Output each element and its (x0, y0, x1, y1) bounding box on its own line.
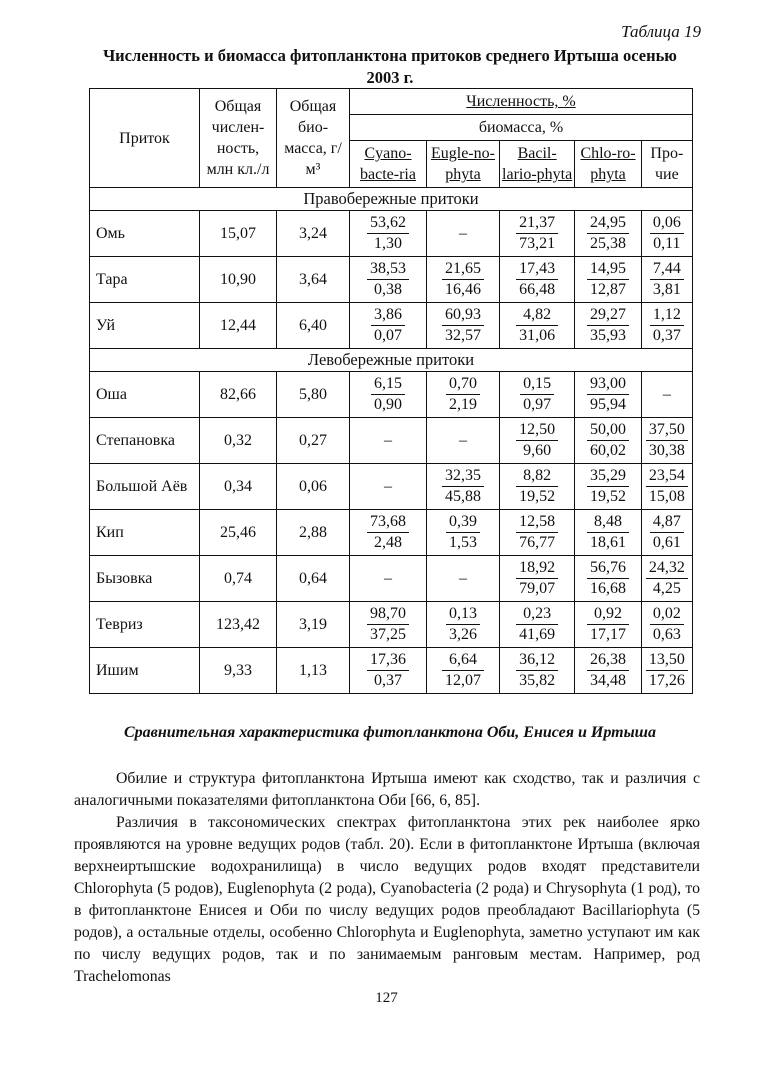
abundance-percent: 13,50 (646, 650, 688, 671)
eugleno-cell: – (427, 556, 500, 602)
section-row-left-bank: Левобережные притоки (90, 349, 693, 372)
chloro-cell (575, 510, 641, 556)
abundance-percent: 21,37 (516, 213, 558, 234)
biomass-percent: 0,38 (374, 281, 402, 298)
other-cell (641, 303, 692, 349)
biomass-percent: 73,21 (519, 235, 556, 252)
bacillario-cell (499, 556, 574, 602)
cyano-cell (350, 211, 427, 257)
header-chloro: Chlo-ro-phyta (575, 141, 641, 188)
other-cell (641, 211, 692, 257)
abundance-percent: 4,87 (650, 512, 684, 533)
biomass-percent: 31,06 (519, 327, 556, 344)
cyano-cell: – (350, 556, 427, 602)
header-group-title: Численность, % (350, 89, 693, 115)
biomass-percent: 18,61 (589, 534, 626, 551)
biomass-cell: 2,88 (277, 510, 350, 556)
biomass-percent: 1,53 (448, 534, 477, 551)
biomass-percent: 45,88 (444, 488, 481, 505)
abundance-cell: 15,07 (200, 211, 277, 257)
biomass-percent: 0,63 (652, 626, 681, 643)
abundance-cell: 25,46 (200, 510, 277, 556)
page-number: 127 (375, 990, 398, 1006)
abundance-percent: 0,39 (446, 512, 480, 533)
abundance-percent: 29,27 (587, 305, 629, 326)
abundance-percent: 0,06 (650, 213, 684, 234)
bacillario-cell (499, 211, 574, 257)
biomass-percent: 16,68 (589, 580, 626, 597)
biomass-cell: 0,06 (277, 464, 350, 510)
abundance-cell: 82,66 (200, 372, 277, 418)
eugleno-cell (427, 257, 500, 303)
abundance-percent: 6,15 (371, 374, 405, 395)
header-bacillario: Bacil-lario-phyta (499, 141, 574, 188)
table-row (90, 464, 693, 510)
abundance-percent: 26,38 (587, 650, 629, 671)
biomass-percent: 25,38 (589, 235, 626, 252)
biomass-cell: 5,80 (277, 372, 350, 418)
cyano-cell (350, 303, 427, 349)
header-cyano: Cyano-bacte-ria (350, 141, 427, 188)
chloro-cell (575, 556, 641, 602)
biomass-percent: 16,46 (444, 281, 481, 298)
bacillario-cell (499, 418, 574, 464)
cyano-cell (350, 648, 427, 694)
biomass-percent: 66,48 (519, 281, 556, 298)
abundance-percent: 0,15 (520, 374, 554, 395)
abundance-percent: 37,50 (646, 420, 688, 441)
abundance-percent: 53,62 (367, 213, 409, 234)
bacillario-cell (499, 372, 574, 418)
river-name: Большой Аёв (90, 464, 200, 510)
paragraph: Обилие и структура фитопланктона Иртыша имеют как сходство, так и различия с аналогичными показателями фитопланктона Оби [66, 6, 85]. (74, 770, 700, 809)
biomass-percent: 35,82 (519, 672, 556, 689)
biomass-cell: 3,19 (277, 602, 350, 648)
biomass-percent: 0,37 (652, 327, 681, 344)
cyano-cell (350, 372, 427, 418)
eugleno-cell (427, 303, 500, 349)
biomass-percent: 60,02 (589, 442, 626, 459)
abundance-cell: 9,33 (200, 648, 277, 694)
abundance-cell: 123,42 (200, 602, 277, 648)
cyano-cell (350, 510, 427, 556)
table-row (90, 556, 693, 602)
chloro-cell (575, 257, 641, 303)
other-cell (641, 510, 692, 556)
table-row (90, 510, 693, 556)
abundance-percent: 7,44 (650, 259, 684, 280)
biomass-percent: 35,93 (589, 327, 626, 344)
abundance-percent: 98,70 (367, 604, 409, 625)
biomass-percent: 12,87 (589, 281, 626, 298)
biomass-cell: 0,27 (277, 418, 350, 464)
header-river: Приток (90, 89, 200, 188)
header-abundance: Общая числен-ность, млн кл./л (200, 89, 277, 188)
biomass-percent: 15,08 (648, 488, 685, 505)
biomass-cell: 3,64 (277, 257, 350, 303)
other-cell (641, 648, 692, 694)
abundance-percent: 38,53 (367, 259, 409, 280)
abundance-percent: 50,00 (587, 420, 629, 441)
table-row (90, 211, 693, 257)
abundance-percent: 14,95 (587, 259, 629, 280)
biomass-percent: 34,48 (589, 672, 626, 689)
eugleno-cell (427, 372, 500, 418)
abundance-percent: 17,43 (516, 259, 558, 280)
other-cell: – (641, 372, 692, 418)
biomass-percent: 3,81 (652, 281, 681, 298)
biomass-percent: 0,61 (652, 534, 681, 551)
abundance-percent: 21,65 (442, 259, 484, 280)
body-text (74, 768, 700, 988)
river-name: Бызовка (90, 556, 200, 602)
abundance-percent: 8,82 (516, 466, 558, 487)
biomass-percent: 17,26 (648, 672, 685, 689)
header-group-subtitle: биомасса, % (350, 115, 693, 141)
biomass-percent: 79,07 (519, 580, 556, 597)
chloro-cell (575, 418, 641, 464)
biomass-percent: 3,26 (448, 626, 477, 643)
chloro-cell (575, 602, 641, 648)
eugleno-cell: – (427, 211, 500, 257)
eugleno-cell (427, 464, 500, 510)
other-cell (641, 464, 692, 510)
cyano-cell (350, 602, 427, 648)
abundance-percent: 0,23 (516, 604, 558, 625)
table-row (90, 257, 693, 303)
bacillario-cell (499, 602, 574, 648)
abundance-percent: 0,92 (587, 604, 629, 625)
table-row (90, 418, 693, 464)
table-caption: Численность и биомасса фитопланктона притоков среднего Иртыша осенью 2003 г. (103, 46, 677, 87)
abundance-percent: 56,76 (587, 558, 629, 579)
header-biomass: Общая био-масса, г/м³ (277, 89, 350, 188)
biomass-percent: 17,17 (589, 626, 626, 643)
abundance-percent: 36,12 (516, 650, 558, 671)
abundance-percent: 12,58 (516, 512, 558, 533)
chloro-cell (575, 648, 641, 694)
table-row (90, 648, 693, 694)
other-cell (641, 257, 692, 303)
abundance-percent: 24,32 (646, 558, 688, 579)
other-cell (641, 556, 692, 602)
phytoplankton-table (89, 88, 693, 694)
abundance-percent: 12,50 (516, 420, 558, 441)
cyano-cell: – (350, 418, 427, 464)
abundance-cell: 0,74 (200, 556, 277, 602)
biomass-cell: 0,64 (277, 556, 350, 602)
biomass-cell: 3,24 (277, 211, 350, 257)
abundance-percent: 6,64 (442, 650, 484, 671)
bacillario-cell (499, 303, 574, 349)
biomass-percent: 19,52 (519, 488, 556, 505)
abundance-percent: 0,13 (446, 604, 480, 625)
table-row (90, 372, 693, 418)
header-eugleno: Eugle-no-phyta (427, 141, 500, 188)
header-other: Про-чие (641, 141, 692, 188)
abundance-percent: 23,54 (646, 466, 688, 487)
chloro-cell (575, 464, 641, 510)
biomass-percent: 30,38 (648, 442, 685, 459)
biomass-percent: 32,57 (444, 327, 481, 344)
abundance-cell: 12,44 (200, 303, 277, 349)
section-row-right-bank: Правобережные притоки (90, 188, 693, 211)
abundance-percent: 73,68 (367, 512, 409, 533)
river-name: Оша (90, 372, 200, 418)
river-name: Уй (90, 303, 200, 349)
abundance-percent: 18,92 (516, 558, 558, 579)
biomass-percent: 4,25 (652, 580, 681, 597)
chloro-cell (575, 372, 641, 418)
other-cell (641, 602, 692, 648)
table-label: Таблица 19 (621, 22, 701, 41)
abundance-percent: 8,48 (587, 512, 629, 533)
river-name: Кип (90, 510, 200, 556)
abundance-percent: 60,93 (442, 305, 484, 326)
biomass-percent: 19,52 (589, 488, 626, 505)
eugleno-cell: – (427, 418, 500, 464)
biomass-percent: 0,90 (374, 396, 402, 413)
bacillario-cell (499, 648, 574, 694)
abundance-percent: 93,00 (587, 374, 629, 395)
abundance-percent: 0,70 (446, 374, 480, 395)
eugleno-cell (427, 510, 500, 556)
river-name: Степановка (90, 418, 200, 464)
table-row (90, 303, 693, 349)
biomass-percent: 12,07 (444, 672, 481, 689)
eugleno-cell (427, 648, 500, 694)
river-name: Тара (90, 257, 200, 303)
bacillario-cell (499, 257, 574, 303)
biomass-percent: 0,11 (653, 235, 681, 252)
biomass-cell: 1,13 (277, 648, 350, 694)
chloro-cell (575, 303, 641, 349)
biomass-percent: 0,97 (523, 396, 552, 413)
abundance-percent: 4,82 (516, 305, 558, 326)
biomass-percent: 41,69 (519, 626, 556, 643)
cyano-cell (350, 257, 427, 303)
abundance-cell: 0,34 (200, 464, 277, 510)
biomass-percent: 1,30 (374, 235, 402, 252)
other-cell (641, 418, 692, 464)
abundance-cell: 0,32 (200, 418, 277, 464)
abundance-percent: 3,86 (371, 305, 405, 326)
biomass-percent: 95,94 (589, 396, 626, 413)
abundance-percent: 24,95 (587, 213, 629, 234)
biomass-percent: 9,60 (523, 442, 552, 459)
biomass-percent: 0,37 (374, 672, 402, 689)
biomass-percent: 76,77 (519, 534, 556, 551)
biomass-percent: 2,48 (374, 534, 402, 551)
abundance-percent: 1,12 (650, 305, 684, 326)
abundance-percent: 32,35 (442, 466, 484, 487)
biomass-percent: 37,25 (370, 626, 406, 643)
river-name: Тевриз (90, 602, 200, 648)
paragraph: Различия в таксономических спектрах фитопланктона этих рек наиболее ярко проявляются на уровне ведущих родов (табл. 20). Если в фитопланктоне Иртыша (включая верхнеиртышские водохранилища) в число ведущих родов входят представители Chlorophyta (5 родов), Euglenophyta (2 рода), Cyanobacteria (2 рода) и Chrysophyta (1 род), то в фитопланктоне Енисея и Оби по числу ведущих родов преобладают Bacillariophyta (5 родов), а остальные отделы, особенно Chlorophyta и Euglenophyta, заметно уступают им как по числу ведущих родов, так и по занимаемым ранговым местам. Например, род Trachelomonas (74, 814, 700, 985)
abundance-cell: 10,90 (200, 257, 277, 303)
section-title: Сравнительная характеристика фитопланктона Оби, Енисея и Иртыша (124, 724, 656, 741)
abundance-percent: 35,29 (587, 466, 629, 487)
table-row (90, 602, 693, 648)
bacillario-cell (499, 510, 574, 556)
chloro-cell (575, 211, 641, 257)
abundance-percent: 0,02 (650, 604, 684, 625)
biomass-percent: 2,19 (448, 396, 477, 413)
river-name: Ишим (90, 648, 200, 694)
biomass-percent: 0,07 (374, 327, 402, 344)
biomass-cell: 6,40 (277, 303, 350, 349)
abundance-percent: 17,36 (367, 650, 409, 671)
cyano-cell: – (350, 464, 427, 510)
river-name: Омь (90, 211, 200, 257)
bacillario-cell (499, 464, 574, 510)
eugleno-cell (427, 602, 500, 648)
